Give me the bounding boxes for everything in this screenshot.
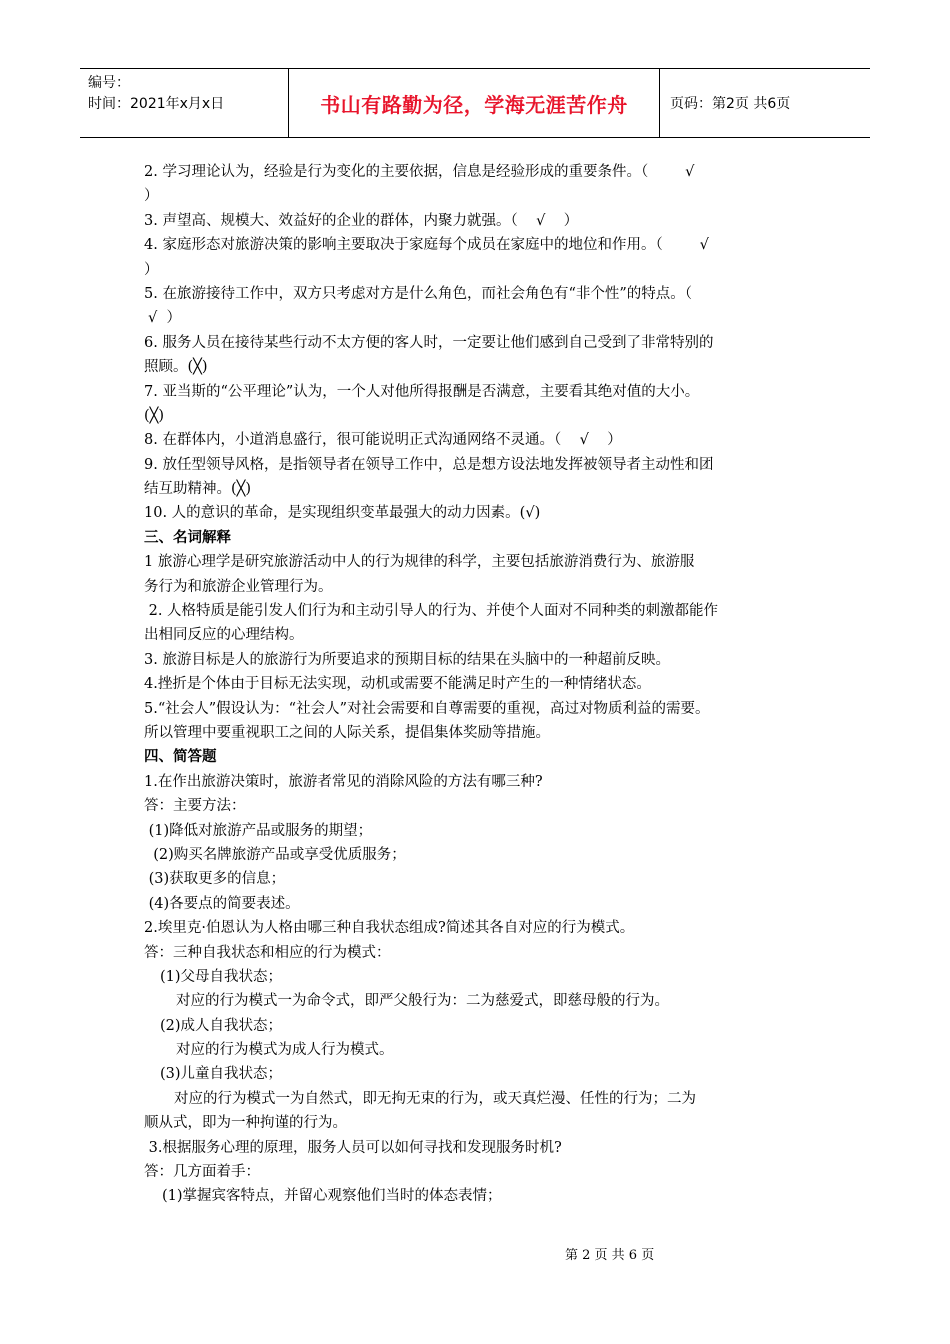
page-header — [80, 68, 870, 138]
text-line: 答：主要方法： — [144, 798, 246, 815]
text-line: 1.在作出旅游决策时，旅游者常见的消除风险的方法有哪三种? — [144, 773, 543, 790]
text-line: (╳) — [144, 407, 165, 424]
text-line: 所以管理中要重视职工之间的人际关系，提倡集体奖励等措施。 — [144, 724, 550, 741]
text-line: 6. 服务人员在接待某些行动不太方便的客人时，一定要让他们感到自己受到了非常特别的 — [144, 334, 714, 351]
text-line: 2.埃里克·伯恩认为人格由哪三种自我状态组成?简述其各自对应的行为模式。 — [144, 920, 635, 937]
text-line: (1)掌握宾客特点，并留心观察他们当时的体态表情； — [162, 1188, 502, 1205]
text-line: (1)降低对旅游产品或服务的期望； — [144, 822, 373, 839]
text-line: 3. 声望高、规模大、效益好的企业的群体，内聚力就强。（ √ ） — [144, 212, 579, 229]
section-heading: 三、名词解释 — [144, 529, 231, 546]
text-line: 2. 学习理论认为，经验是行为变化的主要依据，信息是经验形成的重要条件。（ √ — [144, 164, 695, 180]
text-line: √ ） — [148, 310, 181, 327]
text-line: (3)获取更多的信息； — [144, 871, 286, 888]
text-line: ） — [144, 261, 159, 278]
text-line: 务行为和旅游企业管理行为。 — [144, 578, 333, 595]
section-heading: 四、简答题 — [144, 749, 217, 766]
text-line: 4.挫折是个体由于目标无法实现，动机或需要不能满足时产生的一种情绪状态。 — [144, 676, 651, 693]
text-line: 2. 人格特质是能引发人们行为和主动引导人的行为、并使个人面对不同种类的刺激都能作 — [144, 603, 719, 620]
text-line: (2)成人自我状态； — [160, 1017, 283, 1034]
text-line: (2)购买名牌旅游产品或享受优质服务； — [144, 846, 406, 863]
text-line: 对应的行为模式一为自然式，即无拘无束的行为，或天真烂漫、任性的行为；二为 — [174, 1090, 696, 1107]
text-line: (1)父母自我状态； — [160, 968, 283, 985]
document-number-label: 编号： — [88, 75, 130, 91]
header-meta — [80, 69, 289, 137]
text-line: 顺从式，即为一种拘谨的行为。 — [144, 1115, 347, 1132]
text-line: 出相同反应的心理结构。 — [144, 627, 304, 644]
text-line: 9. 放任型领导风格，是指领导者在领导工作中，总是想方设法地发挥被领导者主动性和团 — [144, 456, 714, 473]
text-line: 10. 人的意识的革命，是实现组织变革最强大的动力因素。(√) — [144, 505, 541, 522]
text-line: (3)儿童自我状态； — [160, 1066, 283, 1083]
text-line: 答：几方面着手： — [144, 1164, 260, 1181]
text-line: 对应的行为模式为成人行为模式。 — [176, 1042, 394, 1059]
page-footer: 第 2 页 共 6 页 — [565, 1248, 655, 1263]
text-line: (4)各要点的简要表述。 — [144, 895, 300, 912]
text-line: 5.“社会人”假设认为：“社会人”对社会需要和自尊需要的重视，高过对物质利益的需要。 — [144, 700, 710, 717]
header-page-info: 页码：第2页 共6页 — [670, 96, 791, 112]
text-line: 对应的行为模式一为命令式，即严父般行为：二为慈爱式，即慈母般的行为。 — [176, 993, 669, 1010]
text-line: 8. 在群体内，小道消息盛行，很可能说明正式沟通网络不灵通。（ √ ） — [144, 432, 622, 449]
document-date-label: 时间：2021年x月x日 — [88, 96, 225, 112]
text-line: 3.根据服务心理的原理，服务人员可以如何寻找和发现服务时机? — [144, 1139, 562, 1156]
text-line: 5. 在旅游接待工作中，双方只考虑对方是什么角色，而社会角色有“非个性”的特点。（ — [144, 285, 693, 302]
text-line: ） — [144, 188, 159, 205]
text-line: 答：三种自我状态和相应的行为模式： — [144, 944, 391, 961]
text-line: 4. 家庭形态对旅游决策的影响主要取决于家庭每个成员在家庭中的地位和作用。（ √ — [144, 237, 709, 254]
header-motto: 书山有路勤为径，学海无涯苦作舟 — [289, 69, 660, 137]
document-body — [144, 160, 824, 1209]
text-line: 照顾。(╳) — [144, 359, 208, 376]
text-line: 结互助精神。(╳) — [144, 481, 252, 498]
text-line: 3. 旅游目标是人的旅游行为所要追求的预期目标的结果在头脑中的一种超前反映。 — [144, 651, 670, 668]
text-line: 7. 亚当斯的“公平理论”认为，一个人对他所得报酬是否满意，主要看其绝对值的大小。 — [144, 383, 700, 400]
text-line: 1 旅游心理学是研究旅游活动中人的行为规律的科学，主要包括旅游消费行为、旅游服 — [144, 554, 695, 571]
